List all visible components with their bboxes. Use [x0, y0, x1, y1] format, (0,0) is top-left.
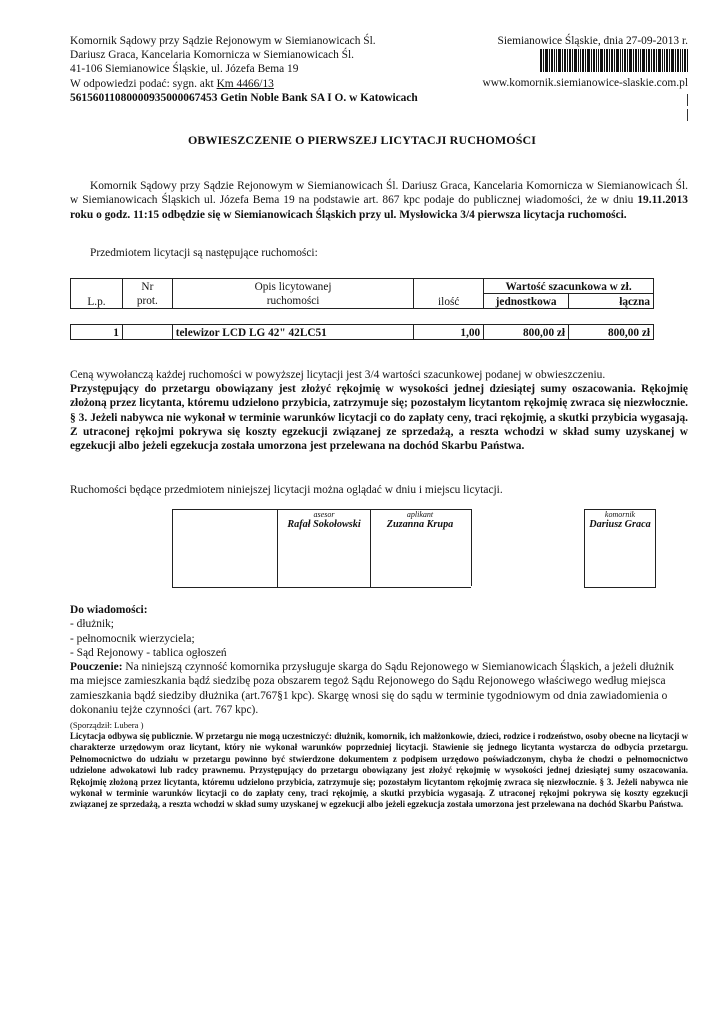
- row-ilosc: 1,00: [414, 325, 484, 340]
- notice-block: [70, 603, 688, 660]
- subject-line: Przedmiotem licytacji są następujące ruchomości:: [90, 247, 318, 259]
- col-jednostkowa: jednostkowa: [484, 294, 569, 309]
- aplikant-label: aplikant: [406, 510, 434, 519]
- document-title: OBWIESZCZENIE O PIERWSZEJ LICYTACJI RUCHOMOŚCI: [187, 133, 537, 147]
- date-block: [438, 34, 688, 48]
- col-opis-top: Opis licytowanej: [254, 281, 332, 293]
- date-line: Siemianowice Śląskie, dnia 27-09-2013 r.: [497, 35, 688, 47]
- price-note: Ceną wywołanczą każdej ruchomości w powyższej licytacji jest 3/4 wartości szacunkowej podanej w obwieszczeniu.: [70, 369, 606, 381]
- col-opis: [172, 279, 413, 309]
- auction-rules: Licytacja odbywa się publicznie. W przetargu nie mogą uczestniczyć: dłużnik, komornik, ich małżonkowie, dzieci, rodzice i rodzeństwo, osoby obecne na licytacji w charakterze urzędowym oraz licytant, który nie wykonał warunków poprzedniej licytacji. Stawienie się jednego licytanta wystarcza do odbycia przetargu. Pełnomocnictwo do udziału w przetargu powinno być stwierdzone dokumentem z podpisem urzędowo poświadczonym, chyba że chodzi o pełnomocnictwo udzielone adwokatowi lub radcy prawnemu. Przystępujący do przetargu obowiązany jest złożyć rękojmię w wysokości jednej dziesiątej sumy oszacowania. Rękojmię złożoną przez licytanta, któremu udzielono przybicia, zatrzymuje się; pozostałym licytantom rękojmię zwraca się niezwłocznie. § 3. Jeżeli nabywca nie wykonał w terminie warunków licytacji co do zapłaty ceny, traci rękojmię, a skutki przybicia wygasają. Z utraconej rękojmi pokrywa się koszty egzekucji związanej ze sprzedażą, a reszta wchodzi w skład sumy uzyskanej w egzekucji albo jeżeli egzekucja została umorzona jest przelewana na dochód Skarbu Państwa.: [70, 731, 688, 810]
- signature-box-asesor: [277, 509, 371, 588]
- row-lp: 1: [71, 325, 123, 340]
- asesor-label: asesor: [313, 510, 335, 519]
- notice-item-1: - dłużnik;: [70, 618, 114, 631]
- instruction-text: Na niniejszą czynność komornika przysługuje skarga do Sądu Rejonowego w Siemianowicach Śląskich, a jeżeli dłużnik ma miejsce zamieszkania bądź siedzibę poza obszarem tegoż Sądu Rejonowego do Sądu Rejonowego właściwego według miejsca zamieszkania bądź siedziby dłużnika (art.767§1 kpc). Skargę wnosi się do sądu w terminie tygodniowym od dnia zawiadomienia o dokonaniu tejże czynności (art. 767 kpc).: [70, 661, 674, 716]
- website: www.komornik.siemianowice-slaskie.com.pl: [482, 77, 688, 89]
- col-ilosc-label: ilość: [438, 296, 460, 308]
- divider: [471, 509, 473, 586]
- reply-prefix: W odpowiedzi podać: sygn. akt: [70, 77, 217, 90]
- sender-line-2: Dariusz Graca, Kancelaria Komornicza w Siemianowicach Śl.: [70, 49, 355, 62]
- stamp-box: [172, 509, 278, 588]
- komornik-label: komornik: [604, 510, 636, 519]
- row-nr: [122, 325, 172, 340]
- sender-line-1: Komornik Sądowy przy Sądzie Rejonowym w Siemianowicach Śl.: [70, 35, 376, 47]
- items-table-body: [70, 324, 654, 340]
- notice-item-3: - Sąd Rejonowy - tablica ogłoszeń: [70, 646, 227, 659]
- col-opis-bottom: ruchomości: [266, 295, 320, 307]
- col-lp: [71, 279, 123, 309]
- margin-mark-2: [687, 109, 688, 121]
- barcode: [540, 49, 688, 72]
- aplikant-name: Zuzanna Krupa: [386, 519, 454, 530]
- komornik-name: Dariusz Graca: [589, 519, 651, 530]
- col-laczna: łączna: [569, 294, 654, 309]
- row-jednostkowa: 800,00 zł: [484, 325, 569, 340]
- signature-box-aplikant: [369, 509, 471, 588]
- deposit-terms: Przystępujący do przetargu obowiązany jest złożyć rękojmię w wysokości jednej dziesiątej sumy oszacowania. Rękojmię złożoną przez licytanta, któremu udzielono przybicia, zatrzymuje się; pozostałym licytantom rękojmię zwraca się niezwłocznie. § 3. Jeżeli nabywca nie wykonał w terminie warunków licytacji co do zapłaty ceny, traci rękojmię, a skutki przybicia wygasają. Z utraconej rękojmi pokrywa się koszty egzekucji związanej ze sprzedażą, a reszta wchodzi w skład sumy uzyskanej w egzekucji albo jeżeli egzekucja została umorzona jest przelewana na dochód Skarbu Państwa.: [70, 383, 688, 453]
- instruction-label: Pouczenie:: [70, 661, 123, 673]
- col-nr-top: Nr: [141, 281, 154, 293]
- instruction-paragraph: [70, 660, 688, 717]
- sender-block: [70, 34, 490, 105]
- asesor-name: Rafał Sokołowski: [287, 519, 361, 530]
- signature-area: [172, 509, 654, 589]
- col-wartosc: Wartość szacunkowa w zł.: [484, 279, 654, 294]
- auction-date-text: 19.11.2013 roku o godz. 11:15 odbędzie się w Siemianowicach Śląskich przy ul. Mysłowicka 3/4 pierwsza licytacja ruchomości.: [70, 194, 688, 221]
- viewing-note: Ruchomości będące przedmiotem niniejszej licytacji można oglądać w dniu i miejscu licytacji.: [70, 484, 503, 496]
- col-ilosc: [414, 279, 484, 309]
- col-lp-label: L.p.: [87, 296, 106, 308]
- row-laczna: 800,00 zł: [569, 325, 654, 340]
- col-nr-bottom: prot.: [136, 295, 158, 307]
- notice-heading: Do wiadomości:: [70, 604, 148, 616]
- prepared-by: (Sporządził: Lubera ): [70, 720, 144, 730]
- reply-reference: [70, 77, 490, 91]
- notice-item-2: - pełnomocnik wierzyciela;: [70, 632, 195, 645]
- margin-mark-1: [687, 94, 688, 106]
- sender-line-3: 41-106 Siemianowice Śląskie, ul. Józefa Bema 19: [70, 63, 299, 76]
- table-row: [71, 325, 654, 340]
- intro-paragraph: [70, 179, 688, 222]
- items-table-header: [70, 278, 654, 309]
- row-opis: telewizor LCD LG 42" 42LC51: [172, 325, 414, 340]
- case-number: Km 4466/13: [216, 77, 274, 90]
- signature-box-komornik: [584, 509, 656, 588]
- col-nr: [122, 279, 172, 309]
- bank-account: 56156011080000935000067453 Getin Noble Bank SA I O. w Katowicach: [70, 91, 418, 104]
- intro-text: Komornik Sądowy przy Sądzie Rejonowym w Siemianowicach Śl. Dariusz Graca, Kancelaria Komornicza w Siemianowicach Śl. w Siemianowicach Śląskich ul. Józefa Bema 19 na podstawie art. 867 kpc podaje do publicznej wiadomości, że w dniu: [70, 180, 688, 207]
